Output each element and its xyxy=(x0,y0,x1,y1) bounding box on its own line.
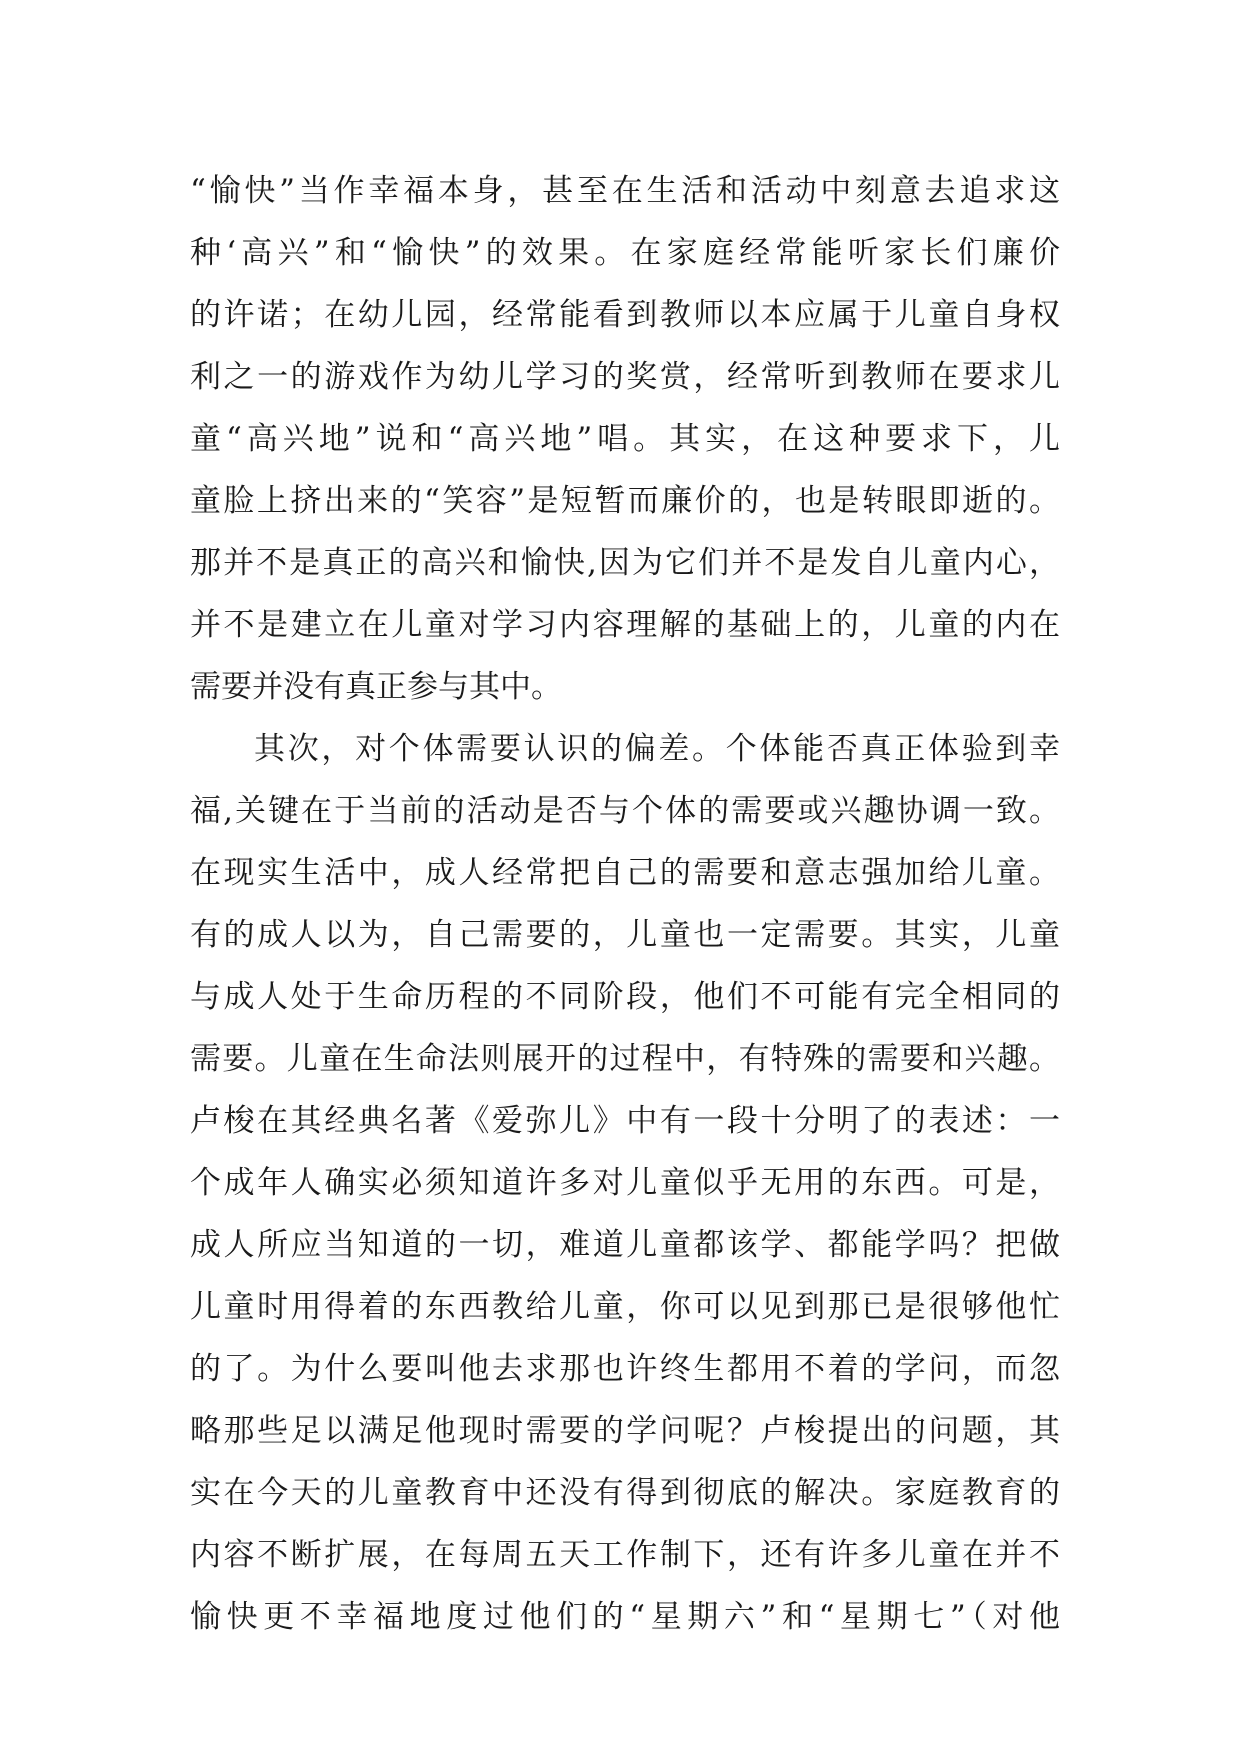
text-line: 有的成人以为，自己需要的，儿童也一定需要。其实，儿童 xyxy=(190,917,1060,953)
text-line: 实在今天的儿童教育中还没有得到彻底的解决。家庭教育的 xyxy=(190,1475,1060,1511)
text-line: 那并不是真正的高兴和愉快,因为它们并不是发自儿童内心， xyxy=(190,545,1060,581)
text-line: 儿童时用得着的东西教给儿童，你可以见到那已是很够他忙 xyxy=(190,1289,1060,1325)
text-line: 的许诺；在幼儿园，经常能看到教师以本应属于儿童自身权 xyxy=(190,297,1060,333)
text-line: 福,关键在于当前的活动是否与个体的需要或兴趣协调一致。 xyxy=(190,793,1060,829)
paragraph-1 xyxy=(190,160,1060,718)
text-line: 在现实生活中，成人经常把自己的需要和意志强加给儿童。 xyxy=(190,855,1060,891)
text-line: 的了。为什么要叫他去求那也许终生都用不着的学问，而忽 xyxy=(190,1351,1060,1387)
text-line: 卢梭在其经典名著《爱弥儿》中有一段十分明了的表述：一 xyxy=(190,1103,1060,1139)
text-line: 与成人处于生命历程的不同阶段，他们不可能有完全相同的 xyxy=(190,979,1060,1015)
text-line: 其次，对个体需要认识的偏差。个体能否真正体验到幸 xyxy=(254,731,1060,767)
text-line: “愉快”当作幸福本身，甚至在生活和活动中刻意去追求这 xyxy=(190,173,1060,209)
text-line: 需要。儿童在生命法则展开的过程中，有特殊的需要和兴趣。 xyxy=(190,1041,1060,1077)
text-line: 成人所应当知道的一切，难道儿童都该学、都能学吗？把做 xyxy=(190,1227,1060,1263)
paragraph-2 xyxy=(190,718,1060,1648)
text-line: 略那些足以满足他现时需要的学问呢？卢梭提出的问题，其 xyxy=(190,1413,1060,1449)
text-line: 需要并没有真正参与其中。 xyxy=(190,669,562,705)
body-text xyxy=(190,160,1060,1648)
text-line: 内容不断扩展，在每周五天工作制下，还有许多儿童在并不 xyxy=(190,1537,1060,1573)
text-line: 童脸上挤出来的“笑容”是短暂而廉价的，也是转眼即逝的。 xyxy=(190,483,1060,519)
text-line: 利之一的游戏作为幼儿学习的奖赏，经常听到教师在要求儿 xyxy=(190,359,1060,395)
text-line: 个成年人确实必须知道许多对儿童似乎无用的东西。可是， xyxy=(190,1165,1060,1201)
text-line: 愉快更不幸福地度过他们的“星期六”和“星期七”（对他 xyxy=(190,1599,1060,1635)
text-line: 童“高兴地”说和“高兴地”唱。其实，在这种要求下，儿 xyxy=(190,421,1060,457)
text-line: 并不是建立在儿童对学习内容理解的基础上的，儿童的内在 xyxy=(190,607,1060,643)
text-line: 种‘高兴”和“愉快”的效果。在家庭经常能听家长们廉价 xyxy=(190,235,1060,271)
